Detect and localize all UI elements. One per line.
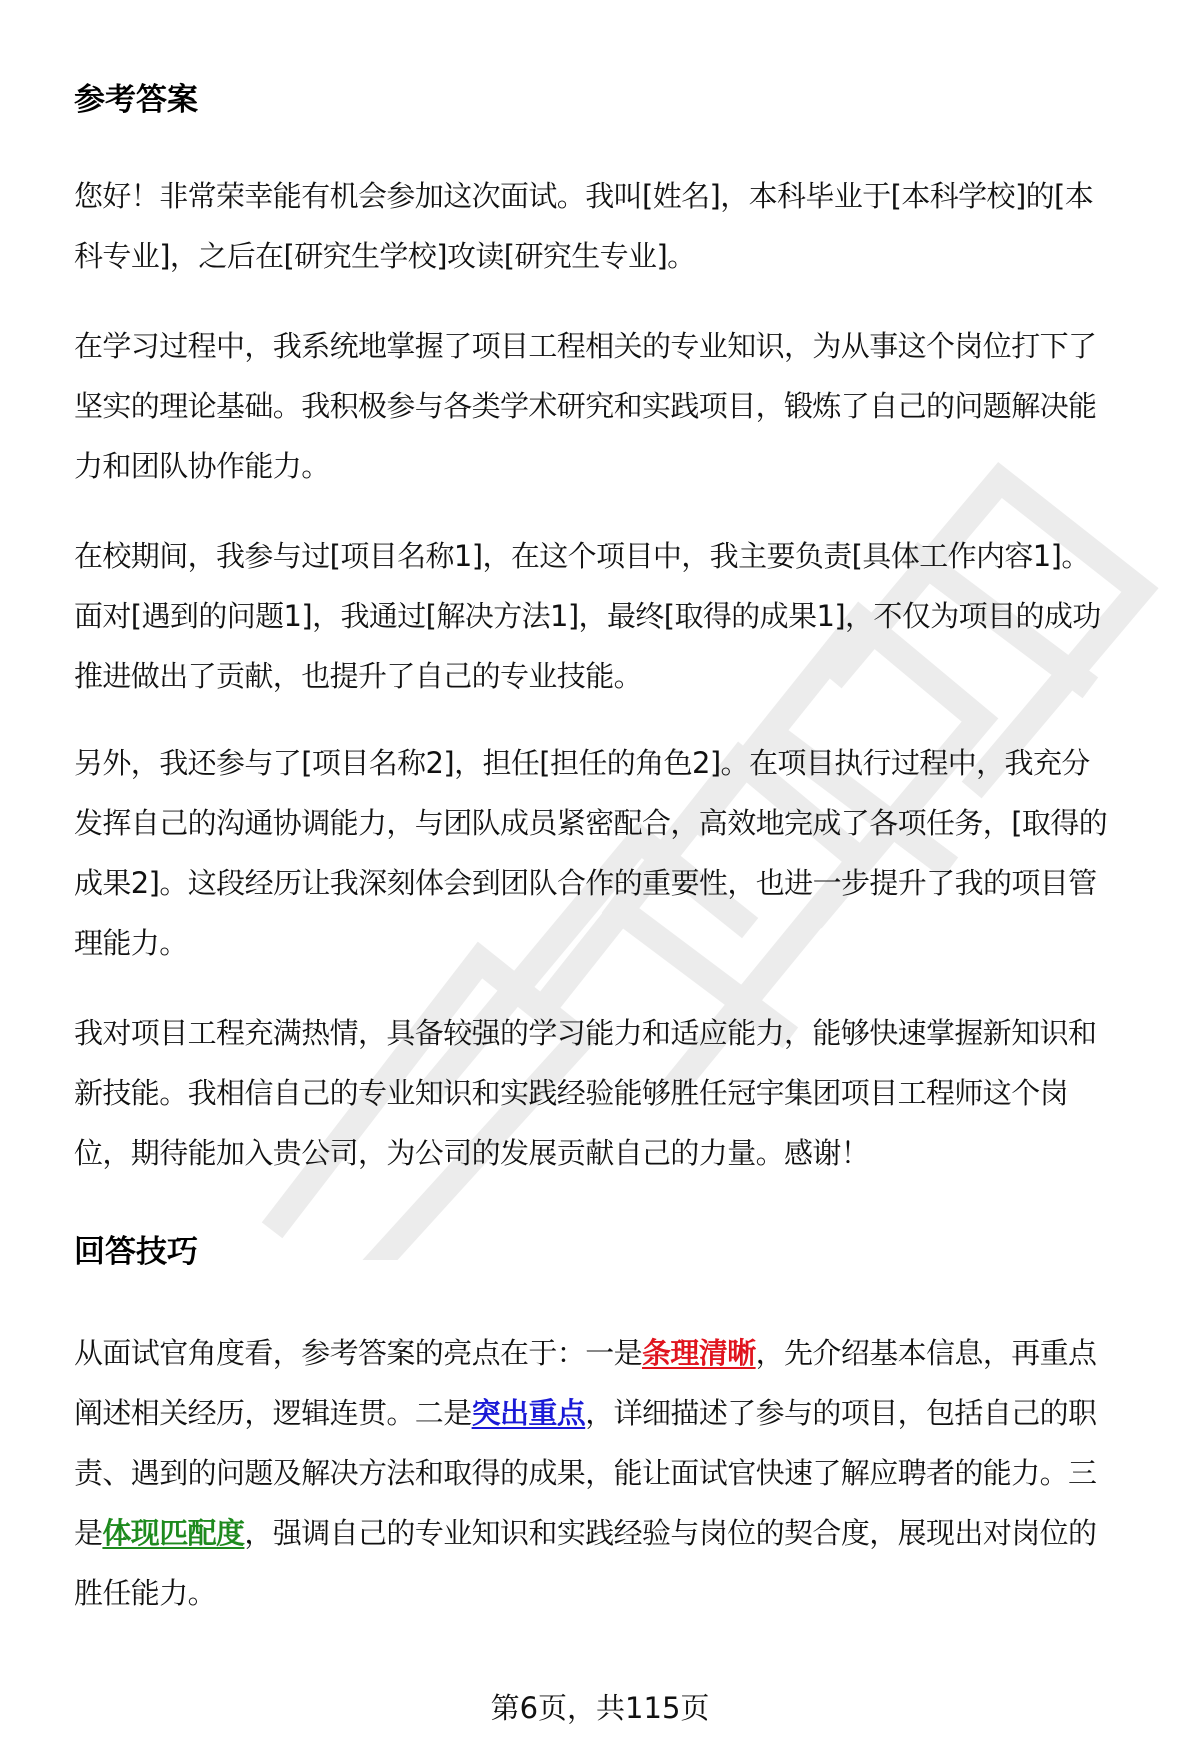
highlight-job-fit: 体现匹配度	[102, 1516, 245, 1550]
text-line: 坚实的理论基础。我积极参与各类学术研究和实践项目，锻炼了自己的问题解决能	[74, 389, 1097, 423]
text-line	[74, 1383, 1164, 1443]
answer-paragraph-intro	[74, 166, 1164, 286]
section-heading-answer-tips: 回答技巧	[74, 1234, 198, 1270]
highlight-logical-clarity: 条理清晰	[642, 1336, 756, 1370]
text-segment: ，先介绍基本信息，再重点	[755, 1336, 1097, 1370]
text-line: 成果2]。这段经历让我深刻体会到团队合作的重要性，也进一步提升了我的项目管	[74, 866, 1097, 900]
text-line: 推进做出了贡献，也提升了自己的专业技能。	[74, 659, 643, 693]
text-segment: 从面试官角度看，参考答案的亮点在于：一是	[74, 1336, 643, 1370]
answer-paragraph-study	[74, 316, 1164, 496]
text-line	[74, 1503, 1164, 1563]
text-line: 胜任能力。	[74, 1576, 217, 1610]
text-line: 位，期待能加入贵公司，为公司的发展贡献自己的力量。感谢！	[74, 1136, 870, 1170]
text-line	[74, 1323, 1164, 1383]
text-line: 科专业]，之后在[研究生学校]攻读[研究生专业]。	[74, 239, 696, 273]
text-line: 在校期间，我参与过[项目名称1]，在这个项目中，我主要负责[具体工作内容1]。	[74, 539, 1090, 573]
text-segment: 是	[74, 1516, 103, 1550]
text-line: 另外，我还参与了[项目名称2]，担任[担任的角色2]。在项目执行过程中，我充分	[74, 746, 1090, 780]
text-line: 理能力。	[74, 926, 188, 960]
text-segment: ，详细描述了参与的项目，包括自己的职	[585, 1396, 1097, 1430]
text-segment: ，强调自己的专业知识和实践经验与岗位的契合度，展现出对岗位的	[244, 1516, 1097, 1550]
page-indicator: 第6页，共115页	[490, 1691, 710, 1725]
section-heading-reference-answer: 参考答案	[74, 82, 198, 118]
tips-paragraph	[74, 1323, 1164, 1623]
text-line: 在学习过程中，我系统地掌握了项目工程相关的专业知识，为从事这个岗位打下了	[74, 329, 1097, 363]
text-line: 力和团队协作能力。	[74, 449, 330, 483]
text-line: 我对项目工程充满热情，具备较强的学习能力和适应能力，能够快速掌握新知识和	[74, 1016, 1097, 1050]
highlight-key-points: 突出重点	[471, 1396, 586, 1430]
answer-paragraph-project1	[74, 526, 1164, 706]
text-line: 发挥自己的沟通协调能力，与团队成员紧密配合，高效地完成了各项任务，[取得的	[74, 806, 1108, 840]
text-line: 面对[遇到的问题1]，我通过[解决方法1]，最终[取得的成果1]，不仅为项目的成功	[74, 599, 1101, 633]
text-line: 新技能。我相信自己的专业知识和实践经验能够胜任冠宇集团项目工程师这个岗	[74, 1076, 1069, 1110]
text-line: 责、遇到的问题及解决方法和取得的成果，能让面试官快速了解应聘者的能力。三	[74, 1456, 1097, 1490]
answer-paragraph-closing	[74, 1003, 1164, 1183]
text-segment: 阐述相关经历，逻辑连贯。二是	[74, 1396, 472, 1430]
answer-paragraph-project2	[74, 733, 1164, 973]
text-line: 您好！非常荣幸能有机会参加这次面试。我叫[姓名]，本科毕业于[本科学校]的[本	[74, 179, 1094, 213]
